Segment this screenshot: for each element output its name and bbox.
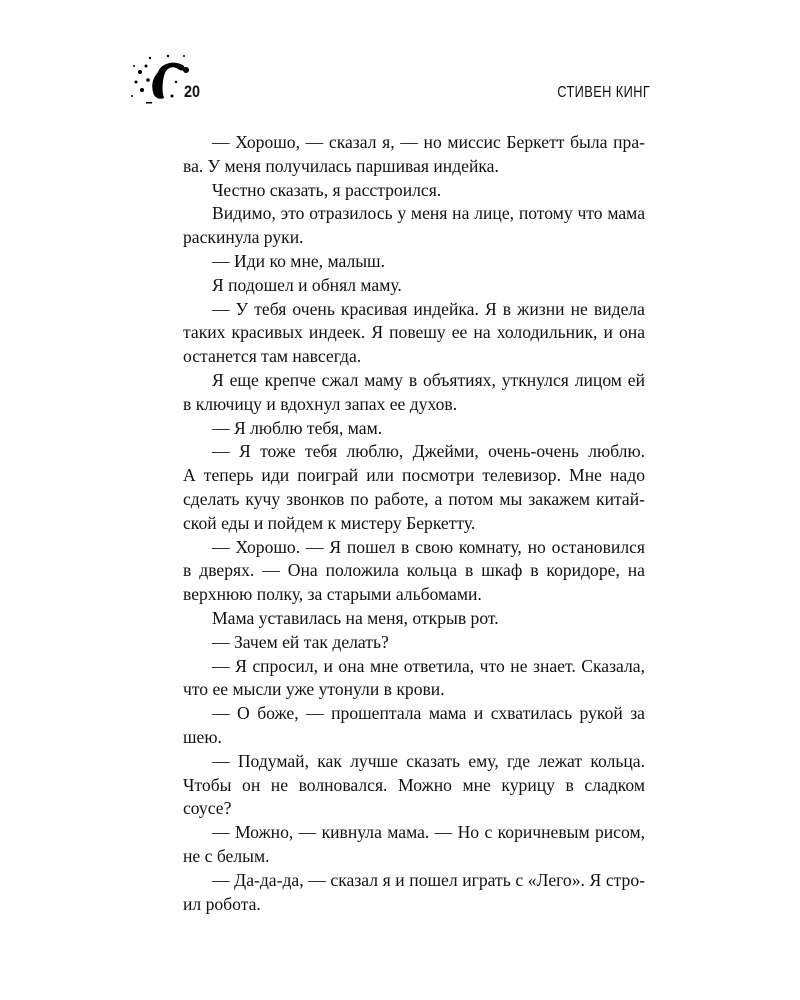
text-line: Честно сказать, я расстроился. xyxy=(212,179,442,200)
page-number: 20 xyxy=(184,82,201,101)
text-line: в дверях. — Она положила кольца в шкаф в коридоре, на xyxy=(183,560,645,581)
text-line: — Я люблю тебя, мам. xyxy=(212,417,383,438)
text-line: что ее мысли уже утонули в крови. xyxy=(183,679,445,700)
text-line: — Да-да-да, — сказал я и пошел играть с «Лего». Я стро- xyxy=(212,869,645,890)
text-line: верхнюю полку, за старыми альбомами. xyxy=(183,584,482,605)
text-line: — Иди ко мне, малыш. xyxy=(212,250,385,271)
text-line: — Я тоже тебя люблю, Джейми, очень-очень люблю. xyxy=(212,441,645,462)
text-line: в ключицу и вдохнул запах ее духов. xyxy=(183,393,458,414)
text-line: ской еды и пойдем к мистеру Беркетту. xyxy=(183,512,476,533)
text-line: раскинула руки. xyxy=(183,227,304,248)
text-line: ил робота. xyxy=(183,893,261,914)
text-line: — У тебя очень красивая индейка. Я в жизни не видела xyxy=(212,298,645,319)
ink-splatter-logo-icon xyxy=(128,52,192,108)
text-line: А теперь иди поиграй или посмотри телевизор. Мне надо xyxy=(183,465,645,486)
text-line: — Я спросил, и она мне ответила, что не знает. Сказала, xyxy=(212,655,645,676)
page-body-text xyxy=(183,131,645,916)
text-line: шею. xyxy=(183,726,222,747)
text-line: — Зачем ей так делать? xyxy=(212,631,389,652)
text-line: — Подумай, как лучше сказать ему, где лежат кольца. xyxy=(212,750,645,771)
text-line: таких красивых индеек. Я повешу ее на холодильник, и она xyxy=(183,322,645,343)
text-line: Мама уставилась на меня, открыв рот. xyxy=(212,607,499,628)
text-line: — О боже, — прошептала мама и схватилась рукой за xyxy=(212,703,645,724)
text-line: Я подошел и обнял маму. xyxy=(212,274,402,295)
text-line: соусе? xyxy=(183,798,232,819)
text-line: Видимо, это отразилось у меня на лице, потому что мама xyxy=(212,203,645,224)
text-line: сделать кучу звонков по работе, а потом мы закажем китай- xyxy=(183,488,645,509)
text-line: ва. У меня получилась паршивая индейка. xyxy=(183,155,499,176)
text-line: — Хорошо, — сказал я, — но миссис Беркетт была пра- xyxy=(212,132,645,152)
running-title: СТИВЕН КИНГ xyxy=(557,84,650,101)
text-line: не с белым. xyxy=(183,845,270,866)
text-line: — Хорошо. — Я пошел в свою комнату, но остановился xyxy=(212,536,645,557)
text-line: — Можно, — кивнула мама. — Но с коричневым рисом, xyxy=(212,822,645,843)
text-line: Я еще крепче сжал маму в объятиях, уткнулся лицом ей xyxy=(212,369,645,390)
text-line: останется там навсегда. xyxy=(183,346,362,367)
text-line: Чтобы он не волновался. Можно мне курицу в сладком xyxy=(183,774,645,795)
